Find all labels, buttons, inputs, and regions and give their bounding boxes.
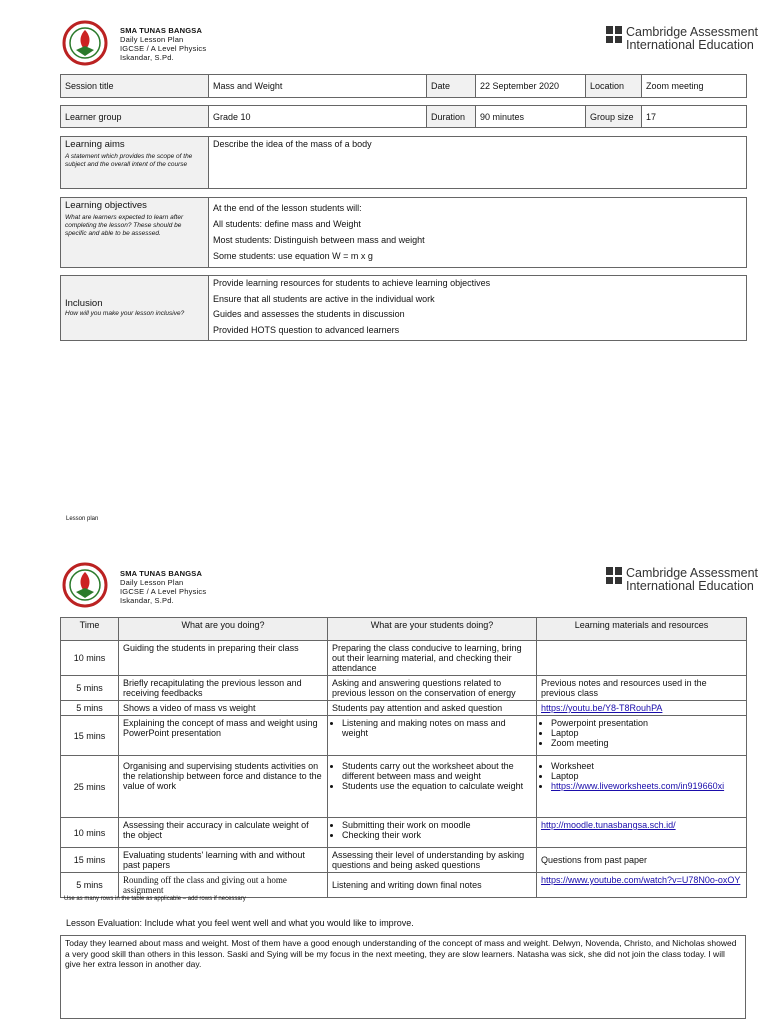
row-students <box>328 756 537 818</box>
school-logo <box>62 562 108 608</box>
inclusion-table <box>60 275 747 341</box>
group-size-label: Group size <box>586 106 642 128</box>
row-time: 10 mins <box>61 818 119 848</box>
location-label: Location <box>586 75 642 98</box>
col-header-teacher: What are you doing? <box>119 618 328 641</box>
moodle-link[interactable]: http://moodle.tunasbangsa.sch.id/ <box>541 820 676 830</box>
inclusion-list <box>209 276 747 341</box>
table-row <box>61 701 747 716</box>
table-row <box>61 676 747 701</box>
table-row <box>61 818 747 848</box>
cambridge-line2: International Education <box>626 579 754 593</box>
student-activity: • Students use the equation to calculate weight <box>342 781 532 791</box>
row-resources <box>537 641 747 676</box>
row-time: 15 mins <box>61 848 119 873</box>
table-header-row <box>61 618 747 641</box>
cambridge-shield-icon <box>606 26 622 44</box>
row-resources: Questions from past paper <box>537 848 747 873</box>
cambridge-line2: International Education <box>626 38 754 52</box>
objective-item: Some students: use equation W = m x g <box>213 251 373 261</box>
table-row <box>61 716 747 756</box>
teacher-name: Iskandar, S.Pd. <box>120 596 174 605</box>
inclusion-label: Inclusion <box>65 298 103 309</box>
date-value: 22 September 2020 <box>476 75 586 98</box>
resource-item: • Zoom meeting <box>551 738 742 748</box>
subject-line: IGCSE / A Level Physics <box>120 587 207 596</box>
learner-table <box>60 105 747 128</box>
student-activity: • Checking their work <box>342 830 532 840</box>
objectives-label: Learning objectives <box>65 200 147 211</box>
row-teacher: Briefly recapitulating the previous lesson and receiving feedbacks <box>119 676 328 701</box>
row-students: Students pay attention and asked question <box>328 701 537 716</box>
table-note: Use as many rows in the table as applicable – add rows if necessary <box>64 896 246 902</box>
aims-value: Describe the idea of the mass of a body <box>209 137 747 189</box>
inclusion-label-cell <box>61 276 209 341</box>
objectives-table <box>60 197 747 268</box>
cambridge-shield-icon <box>606 567 622 585</box>
row-resources <box>537 716 747 756</box>
objective-item: At the end of the lesson students will: <box>213 203 362 213</box>
date-label: Date <box>427 75 476 98</box>
learner-group-value: Grade 10 <box>209 106 427 128</box>
inclusion-sub: How will you make your lesson inclusive? <box>65 310 185 317</box>
row-teacher: Guiding the students in preparing their class <box>119 641 328 676</box>
col-header-students: What are your students doing? <box>328 618 537 641</box>
aims-label: Learning aims <box>65 139 125 150</box>
inclusion-item: Guides and assesses the students in discussion <box>213 309 405 319</box>
session-table <box>60 74 747 98</box>
objectives-sub: What are learners expected to learn after completing the lesson? These should be specific and able to be assessed. <box>65 214 184 237</box>
aims-label-cell <box>61 137 209 189</box>
objectives-list <box>209 198 747 268</box>
group-size-value: 17 <box>642 106 747 128</box>
objectives-label-cell <box>61 198 209 268</box>
resource-item: • Worksheet <box>551 761 742 771</box>
row-time: 25 mins <box>61 756 119 818</box>
cambridge-line1: Cambridge Assessment <box>626 25 759 39</box>
inclusion-item: Provided HOTS question to advanced learners <box>213 324 400 335</box>
resource-item: • Laptop <box>551 728 742 738</box>
teacher-name: Iskandar, S.Pd. <box>120 53 174 62</box>
table-row <box>61 873 747 898</box>
lesson-plan-table <box>60 617 747 898</box>
row-students <box>328 818 537 848</box>
row-resources: Previous notes and resources used in the previous class <box>537 676 747 701</box>
table-row <box>61 756 747 818</box>
row-resources <box>537 756 747 818</box>
table-row <box>61 641 747 676</box>
row-students: Preparing the class conducive to learning, bring out their learning material, and checking their attendance <box>328 641 537 676</box>
row-teacher: Assessing their accuracy in calculate weight of the object <box>119 818 328 848</box>
youtube-link[interactable]: https://www.youtube.com/watch?v=U78N0o-oxOY <box>541 875 741 885</box>
row-students: Asking and answering questions related to previous lesson on the conservation of energy <box>328 676 537 701</box>
youtube-link[interactable]: https://youtu.be/Y8-T8RouhPA <box>541 703 663 713</box>
school-header-text <box>120 569 206 605</box>
student-activity: • Submitting their work on moodle <box>342 820 532 830</box>
resource-item: • Laptop <box>551 771 742 781</box>
doc-title: Daily Lesson Plan <box>120 578 184 587</box>
row-teacher: Organising and supervising students activities on the relationship between force and distance to the value of work <box>119 756 328 818</box>
inclusion-item: Provide learning resources for students to achieve learning objectives <box>213 278 491 288</box>
student-activity: • Listening and making notes on mass and weight <box>342 718 532 738</box>
session-title-value: Mass and Weight <box>209 75 427 98</box>
col-header-time: Time <box>61 618 119 641</box>
row-resources <box>537 701 747 716</box>
resource-item <box>551 781 742 791</box>
learner-group-label: Learner group <box>61 106 209 128</box>
row-resources <box>537 818 747 848</box>
school-name: SMA TUNAS BANGSA <box>120 26 203 35</box>
row-time: 5 mins <box>61 873 119 898</box>
cambridge-logo <box>606 567 758 593</box>
row-teacher: Shows a video of mass vs weight <box>119 701 328 716</box>
row-students: Listening and writing down final notes <box>328 873 537 898</box>
col-header-resources: Learning materials and resources <box>537 618 747 641</box>
objective-item: Most students: Distinguish between mass and weight <box>213 235 425 245</box>
row-teacher: Evaluating students' learning with and without past papers <box>119 848 328 873</box>
liveworksheets-link[interactable]: https://www.liveworksheets.com/in919660xi <box>551 781 725 791</box>
row-time: 5 mins <box>61 676 119 701</box>
session-title-label: Session title <box>61 75 209 98</box>
cambridge-line1: Cambridge Assessment <box>626 566 759 580</box>
row-time: 5 mins <box>61 701 119 716</box>
doc-title: Daily Lesson Plan <box>120 35 184 44</box>
cambridge-logo <box>606 26 758 52</box>
school-logo <box>62 20 108 66</box>
evaluation-label: Lesson Evaluation: Include what you feel went well and what you would like to improve. <box>66 918 414 928</box>
row-time: 10 mins <box>61 641 119 676</box>
aims-sub: A statement which provides the scope of the subject and the overall intent of the course <box>65 153 193 168</box>
duration-label: Duration <box>427 106 476 128</box>
subject-line: IGCSE / A Level Physics <box>120 44 207 53</box>
inclusion-item: Ensure that all students are active in the individual work <box>213 293 435 304</box>
row-teacher: Explaining the concept of mass and weight using PowerPoint presentation <box>119 716 328 756</box>
school-header-text <box>120 26 206 62</box>
row-students <box>328 716 537 756</box>
evaluation-text: Today they learned about mass and weight. Most of them have a good enough understanding of the concept of mass and weight. Delwyn, Novenda, Christo, and Nicholas showed a very good skill than others in this lesson. Saski and Sying will be my focus in the next meeting, they are slow learners. Natasha was sick, she did not join the class today. I will give her extra lesson in another day. <box>60 935 746 1019</box>
lesson-plan-label: Lesson plan <box>66 516 99 522</box>
row-time: 15 mins <box>61 716 119 756</box>
student-activity: • Students carry out the worksheet about the different between mass and weight <box>342 761 532 781</box>
location-value: Zoom meeting <box>642 75 747 98</box>
aims-table <box>60 136 747 189</box>
row-teacher: Rounding off the class and giving out a home assignment <box>119 873 328 898</box>
resource-item: • Powerpoint presentation <box>551 718 742 728</box>
table-row <box>61 848 747 873</box>
objective-item: All students: define mass and Weight <box>213 219 361 229</box>
row-resources <box>537 873 747 898</box>
school-name: SMA TUNAS BANGSA <box>120 569 203 578</box>
duration-value: 90 minutes <box>476 106 586 128</box>
row-students: Assessing their level of understanding by asking questions and being asked questions <box>328 848 537 873</box>
